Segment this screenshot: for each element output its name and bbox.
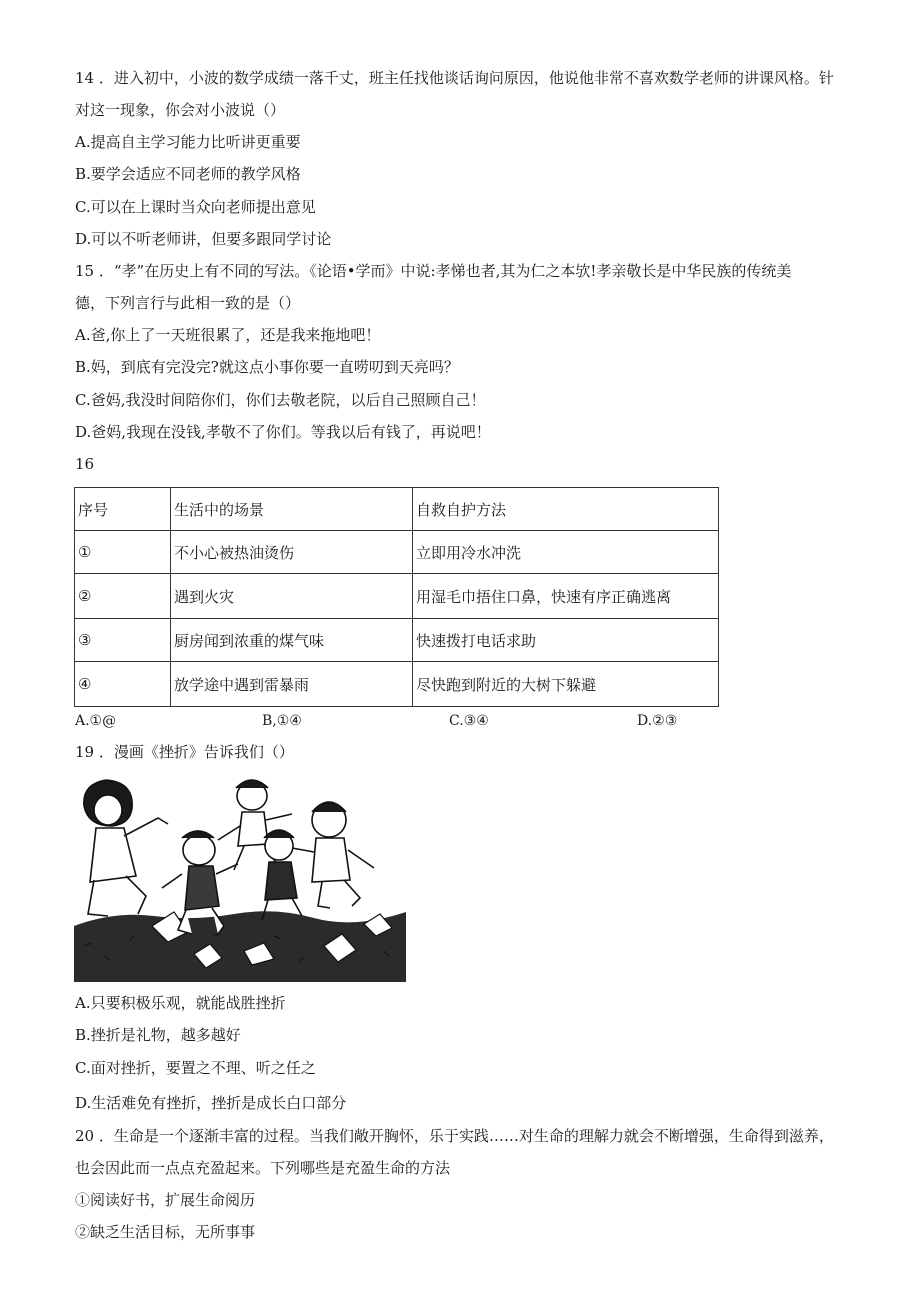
q16-number: 16 xyxy=(75,455,95,473)
table-cell: 不小心被热油烫伤 xyxy=(171,531,413,574)
q15-stem-line2: 德，下列言行与此相一致的是（） xyxy=(75,294,301,312)
q19-option-b: B.挫折是礼物，越多越好 xyxy=(75,1026,241,1044)
q19-option-d: D.生活难免有挫折，挫折是成长白口部分 xyxy=(75,1094,347,1112)
table-header-cell: 自救自护方法 xyxy=(413,488,719,531)
table-header-cell: 生活中的场景 xyxy=(171,488,413,531)
setback-cartoon-image xyxy=(74,776,406,982)
table-header-row xyxy=(75,488,719,531)
q19-option-a: A.只要积极乐观，就能战胜挫折 xyxy=(75,994,286,1012)
q15-option-b: B.妈，到底有完没完?就这点小事你要一直唠叨到天亮吗？ xyxy=(75,358,459,376)
q14-option-c: C.可以在上课时当众向老师提出意见 xyxy=(75,198,316,216)
q19-option-c: C.面对挫折，要置之不理、听之任之 xyxy=(75,1059,316,1077)
q20-stem-line2: 也会因此而一点点充盈起来。下列哪些是充盈生命的方法 xyxy=(75,1159,451,1177)
q16-option-d: D.②③ xyxy=(637,713,678,729)
table-cell: 放学途中遇到雷暴雨 xyxy=(171,662,413,707)
table-cell: ② xyxy=(75,574,171,619)
table-cell: ① xyxy=(75,531,171,574)
q20-item-2: ②缺乏生活目标，无所事事 xyxy=(75,1223,256,1241)
table-cell: 遇到火灾 xyxy=(171,574,413,619)
q19-stem: 19 ．漫画《挫折》告诉我们（） xyxy=(75,743,294,761)
q16-option-b: B,①④ xyxy=(262,713,302,729)
q20-item-1: ①阅读好书，扩展生命阅历 xyxy=(75,1191,256,1209)
q15-option-a: A.爸,你上了一天班很累了，还是我来拖地吧！ xyxy=(75,326,381,344)
q15-stem-line1: 15 ．“孝”在历史上有不同的写法。《论语•学而》中说:孝悌也者,其为仁之本欤!孝亲敬长是中华民族的传统美 xyxy=(75,262,792,280)
q14-stem-line2: 对这一现象，你会对小波说（） xyxy=(75,101,286,119)
table-row xyxy=(75,574,719,619)
q15-option-c: C.爸妈,我没时间陪你们，你们去敬老院，以后自己照顾自己！ xyxy=(75,391,486,409)
table-cell: ④ xyxy=(75,662,171,707)
q15-option-d: D.爸妈,我现在没钱,孝敬不了你们。等我以后有钱了，再说吧！ xyxy=(75,423,491,441)
table-cell: 快速拨打电话求助 xyxy=(413,619,719,662)
table-cell: 厨房闻到浓重的煤气味 xyxy=(171,619,413,662)
q16-option-c: C.③④ xyxy=(449,713,489,729)
q16-option-a: A.①@ xyxy=(75,713,117,729)
table-header-cell: 序号 xyxy=(75,488,171,531)
q20-stem-line1: 20 ．生命是一个逐渐丰富的过程。当我们敞开胸怀，乐于实践……对生命的理解力就会不断增强，生命得到滋养， xyxy=(75,1127,834,1145)
table-row xyxy=(75,662,719,707)
q14-option-d: D.可以不听老师讲，但要多跟同学讨论 xyxy=(75,230,332,248)
table-row xyxy=(75,531,719,574)
q14-stem-line1: 14 ．进入初中，小波的数学成绩一落千丈，班主任找他谈话询问原因，他说他非常不喜欢数学老师的讲课风格。针 xyxy=(75,69,834,87)
table-cell: 立即用冷水冲洗 xyxy=(413,531,719,574)
table-row xyxy=(75,619,719,662)
table-cell: 尽快跑到附近的大树下躲避 xyxy=(413,662,719,707)
q14-option-a: A.提高自主学习能力比听讲更重要 xyxy=(75,133,301,151)
table-cell: 用湿毛巾捂住口鼻，快速有序正确逃离 xyxy=(413,574,719,619)
q16-table xyxy=(74,487,719,707)
table-cell: ③ xyxy=(75,619,171,662)
q14-option-b: B.要学会适应不同老师的教学风格 xyxy=(75,165,301,183)
